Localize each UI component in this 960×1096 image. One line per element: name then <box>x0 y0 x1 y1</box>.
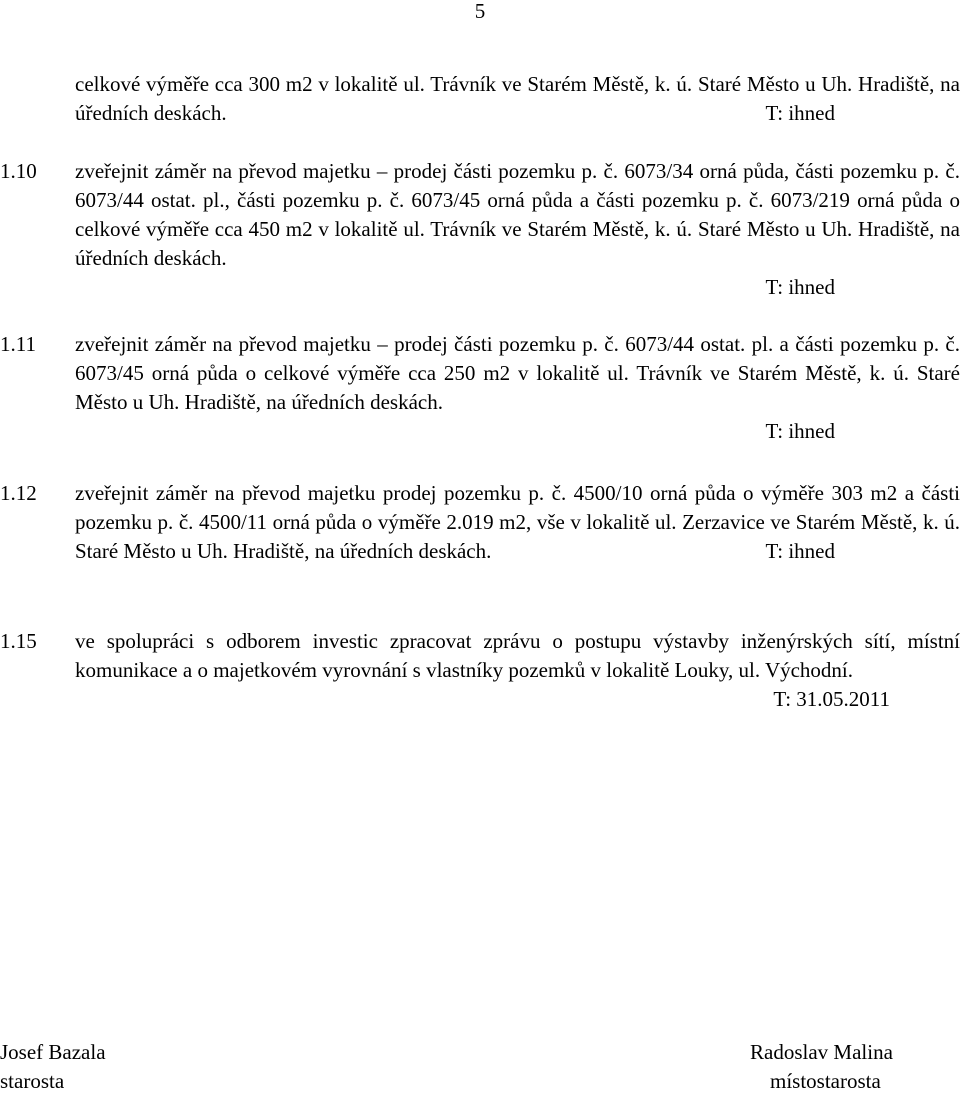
signature-left <box>0 1038 106 1096</box>
item-text: zveřejnit záměr na převod majetku prodej pozemku p. č. 4500/10 orná půda o výměře 303 m2 a části pozemku p. č. 4500/11 orná půda o výměře 2.019 m2, vše v lokalitě ul. Zerzavice ve Starém Městě, k. ú. Staré Město u Uh. Hradiště, na úředních deskách. <box>75 481 960 563</box>
deadline: T: ihned <box>765 419 835 443</box>
page-number: 5 <box>474 0 486 23</box>
item-number: 1.12 <box>0 481 37 505</box>
item-text: zveřejnit záměr na převod majetku – prodej části pozemku p. č. 6073/44 ostat. pl. a části pozemku p. č. 6073/45 orná půda o celkové výměře cca 250 m2 v lokalitě ul. Trávník ve Starém Městě, k. ú. Staré Město u Uh. Hradiště, na úředních deskách. <box>75 332 960 414</box>
item-text: ve spolupráci s odborem investic zpracovat zprávu o postupu výstavby inženýrských sítí, místní komunikace a o majetkovém vyrovnání s vlastníky pozemků v lokalitě Louky, ul. Východní. <box>75 629 960 682</box>
signature-name: Josef Bazala <box>0 1040 106 1064</box>
item-number: 1.11 <box>0 332 36 356</box>
resolution-item-1-15 <box>0 627 960 714</box>
deadline: T: ihned <box>765 275 835 299</box>
resolution-item-1-12 <box>0 479 960 566</box>
deadline: T: 31.05.2011 <box>773 687 890 711</box>
item-number: 1.10 <box>0 159 37 183</box>
continuation-paragraph <box>0 70 960 128</box>
resolution-item-1-11 <box>0 330 960 446</box>
signature-name: Radoslav Malina <box>750 1040 893 1064</box>
signature-right <box>750 1038 893 1096</box>
signature-role: místostarosta <box>770 1069 881 1093</box>
item-text: zveřejnit záměr na převod majetku – prodej části pozemku p. č. 6073/34 orná půda, části pozemku p. č. 6073/44 ostat. pl., části pozemku p. č. 6073/45 orná půda a části pozemku p. č. 6073/219 orná půda o celkové výměře cca 450 m2 v lokalitě ul. Trávník ve Starém Městě, k. ú. Staré Město u Uh. Hradiště, na úředních deskách. <box>75 159 960 270</box>
signature-role: starosta <box>0 1069 65 1093</box>
resolution-item-1-10 <box>0 157 960 302</box>
item-number: 1.15 <box>0 629 37 653</box>
deadline: T: ihned <box>765 539 835 563</box>
deadline: T: ihned <box>765 101 835 125</box>
continuation-text: celkové výměře cca 300 m2 v lokalitě ul. Trávník ve Starém Městě, k. ú. Staré Město u Uh. Hradiště, na úředních deskách. <box>75 72 960 125</box>
